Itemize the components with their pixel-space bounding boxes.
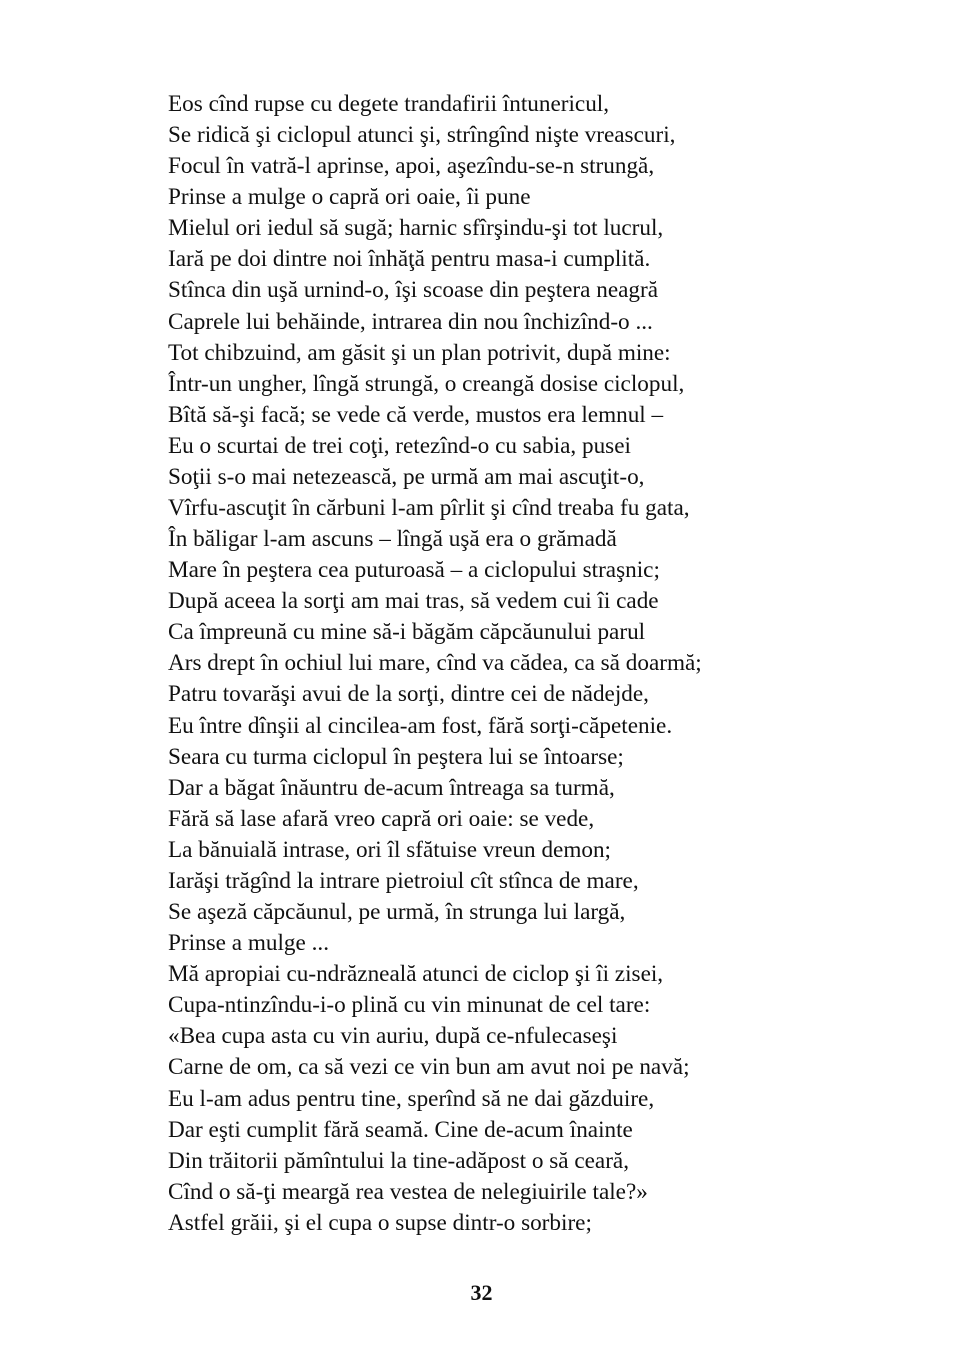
poem-line: Patru tovarăşi avui de la sorţi, dintre cei de nădejde, <box>168 681 649 708</box>
poem-line: Seara cu turma ciclopul în peştera lui se întoarse; <box>168 743 624 770</box>
poem-line: Caprele lui behăinde, intrarea din nou închizînd-o ... <box>168 308 653 335</box>
poem-line: Mă apropiai cu-ndrăzneală atunci de ciclop şi îi zisei, <box>168 961 664 988</box>
poem-line: În băligar l-am ascuns – lîngă uşă era o grămadă <box>168 526 617 553</box>
poem-line: Eos cînd rupse cu degete trandafirii întunericul, <box>168 91 610 117</box>
poem-line: Stînca din uşă urnind-o, îşi scoase din peştera neagră <box>168 277 659 304</box>
poem-line: Iară pe doi dintre noi înhăţă pentru masa-i cumplită. <box>168 246 651 273</box>
poem-line: După aceea la sorţi am mai tras, să vedem cui îi cade <box>168 588 659 615</box>
poem-line: Cînd o să-ţi meargă rea vestea de nelegiuirile tale?» <box>168 1178 648 1205</box>
poem-line: Fără să lase afară vreo capră ori oaie: se vede, <box>168 805 595 832</box>
poem-line: Astfel grăii, şi el cupa o supse dintr-o sorbire; <box>168 1209 592 1236</box>
poem-line: Carne de om, ca să vezi ce vin bun am avut noi pe navă; <box>168 1054 690 1081</box>
poem-line: «Bea cupa asta cu vin auriu, după ce-nfulecaseşi <box>168 1023 618 1050</box>
poem-line: Se aşeză căpcăunul, pe urmă, în strunga lui largă, <box>168 899 626 926</box>
poem-line: La bănuială intrase, ori îl sfătuise vreun demon; <box>168 836 611 863</box>
poem-line: Mare în peştera cea puturoasă – a ciclopului straşnic; <box>168 557 660 584</box>
poem-line: Soţii s-o mai netezească, pe urmă am mai ascuţit-o, <box>168 463 645 490</box>
poem-line: Bîtă să-şi facă; se vede că verde, mustos era lemnul – <box>168 401 664 428</box>
poem-line: Tot chibzuind, am găsit şi un plan potrivit, după mine: <box>168 339 671 366</box>
poem-line: Ca împreună cu mine să-i băgăm căpcăunului parul <box>168 619 646 646</box>
poem-line: Iarăşi trăgînd la intrare pietroiul cît stînca de mare, <box>168 867 639 894</box>
poem-line: Eu între dînşii al cincilea-am fost, fără sorţi-căpetenie. <box>168 712 673 739</box>
poem-line: Dar a băgat înăuntru de-acum întreaga sa turmă, <box>168 774 615 801</box>
poem-line: Eu o scurtai de trei coţi, retezînd-o cu sabia, pusei <box>168 432 631 459</box>
poem-line: Dar eşti cumplit fără seamă. Cine de-acum înainte <box>168 1116 633 1143</box>
poem-line: Eu l-am adus pentru tine, sperînd să ne dai găzduire, <box>168 1085 655 1112</box>
poem-line: Focul în vatră-l aprinse, apoi, aşezîndu-se-n strungă, <box>168 153 655 180</box>
poem-line: Din trăitorii pămîntului la tine-adăpost o să ceară, <box>168 1147 630 1174</box>
poem-line: Cupa-ntinzîndu-i-o plină cu vin minunat de cel tare: <box>168 992 651 1019</box>
poem-line: Prinse a mulge ... <box>168 930 329 957</box>
poem-line: Vîrfu-ascuţit în cărbuni l-am pîrlit şi cînd treaba fu gata, <box>168 495 690 522</box>
poem-line: Prinse a mulge o capră ori oaie, îi pune <box>168 184 531 211</box>
poem-text <box>168 89 938 1239</box>
poem-line: Se ridică şi ciclopul atunci şi, strîngînd nişte vreascuri, <box>168 122 676 149</box>
poem-line: Într-un ungher, lîngă strungă, o creangă dosise ciclopul, <box>168 370 685 397</box>
poem-line: Ars drept în ochiul lui mare, cînd va cădea, ca să doarmă; <box>168 650 702 677</box>
page-number: 32 <box>470 1280 493 1305</box>
poem-line: Mielul ori iedul să sugă; harnic sfîrşindu-şi tot lucrul, <box>168 215 664 242</box>
